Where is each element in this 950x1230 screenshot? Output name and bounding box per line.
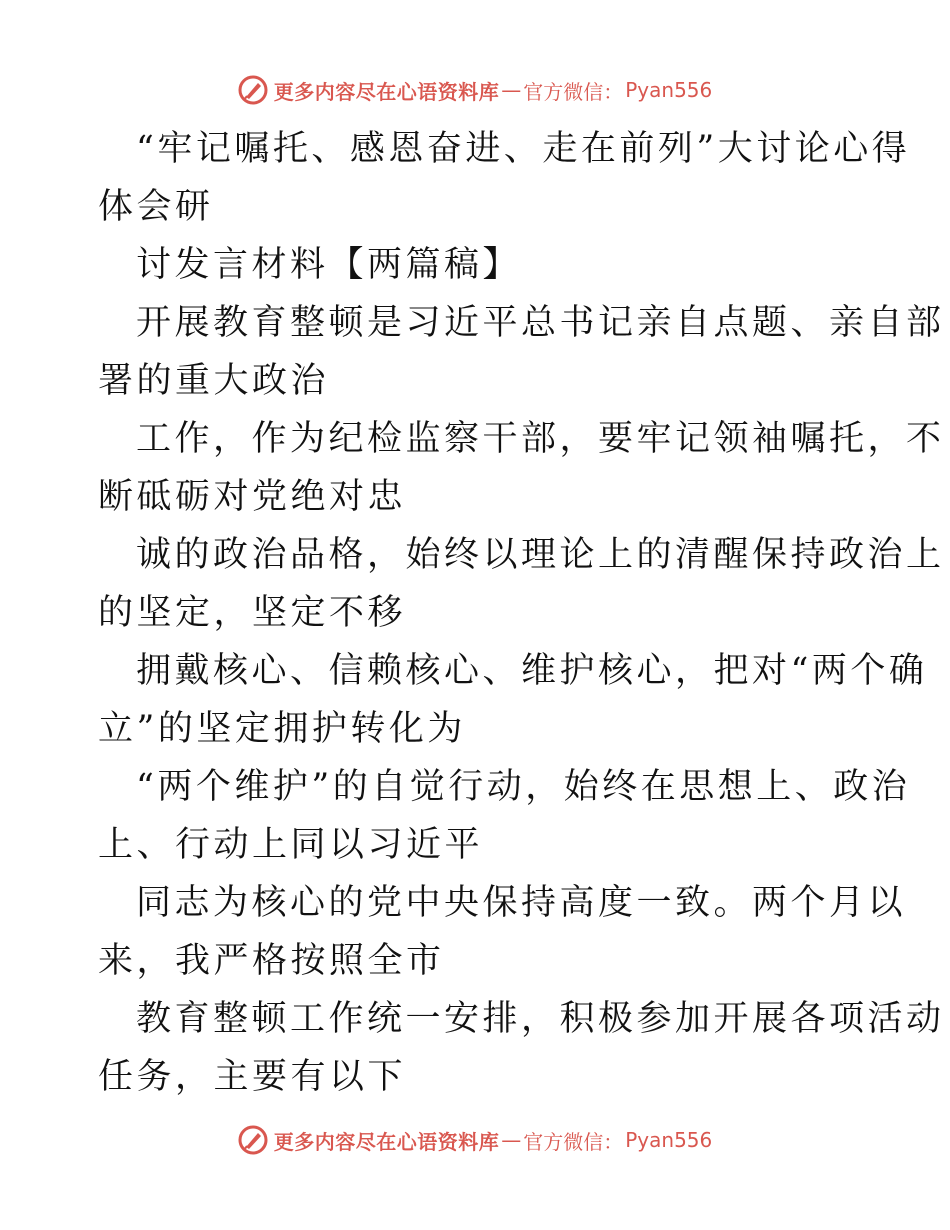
banner-brand-text: 更多内容尽在心语资料库 bbox=[273, 1129, 500, 1154]
text-line: 讨发言材料【两篇稿】 bbox=[136, 245, 522, 285]
text-line: 立”的坚定拥护转化为 bbox=[98, 709, 466, 749]
header-banner bbox=[0, 70, 950, 110]
quill-logo-icon bbox=[238, 1125, 268, 1155]
banner-dash: — bbox=[501, 78, 522, 102]
text-line: “两个维护”的自觉行动，始终在思想上、政治 bbox=[136, 767, 911, 807]
text-line: 开展教育整顿是习近平总书记亲自点题、亲自部 bbox=[136, 303, 945, 343]
banner-wechat-id: Pyan556 bbox=[625, 1128, 713, 1152]
text-line: 拥戴核心、信赖核心、维护核心，把对“两个确 bbox=[136, 651, 928, 691]
text-line: 的坚定，坚定不移 bbox=[98, 593, 407, 633]
text-line: 任务，主要有以下 bbox=[98, 1057, 407, 1097]
banner-wechat-label: 官方微信： bbox=[523, 79, 624, 104]
text-line: 体会研 bbox=[98, 187, 214, 227]
text-line: 上、行动上同以习近平 bbox=[98, 825, 484, 865]
banner-wechat-label: 官方微信： bbox=[523, 1129, 624, 1154]
quill-logo-icon bbox=[238, 75, 268, 105]
text-line: 工作，作为纪检监察干部，要牢记领袖嘱托，不 bbox=[136, 419, 945, 459]
banner-wechat-id: Pyan556 bbox=[625, 78, 713, 102]
banner-brand-text: 更多内容尽在心语资料库 bbox=[273, 79, 500, 104]
text-line: 断砥砺对党绝对忠 bbox=[98, 477, 407, 517]
text-line: 同志为核心的党中央保持高度一致。两个月以 bbox=[136, 883, 907, 923]
footer-banner bbox=[0, 1120, 950, 1160]
document-body bbox=[98, 120, 945, 1106]
text-line: 署的重大政治 bbox=[98, 361, 330, 401]
text-line: 诚的政治品格，始终以理论上的清醒保持政治上 bbox=[136, 535, 945, 575]
text-line: 来，我严格按照全市 bbox=[98, 941, 445, 981]
text-line: “牢记嘱托、感恩奋进、走在前列”大讨论心得 bbox=[136, 129, 911, 169]
banner-dash: — bbox=[501, 1128, 522, 1152]
text-line: 教育整顿工作统一安排，积极参加开展各项活动 bbox=[136, 999, 945, 1039]
